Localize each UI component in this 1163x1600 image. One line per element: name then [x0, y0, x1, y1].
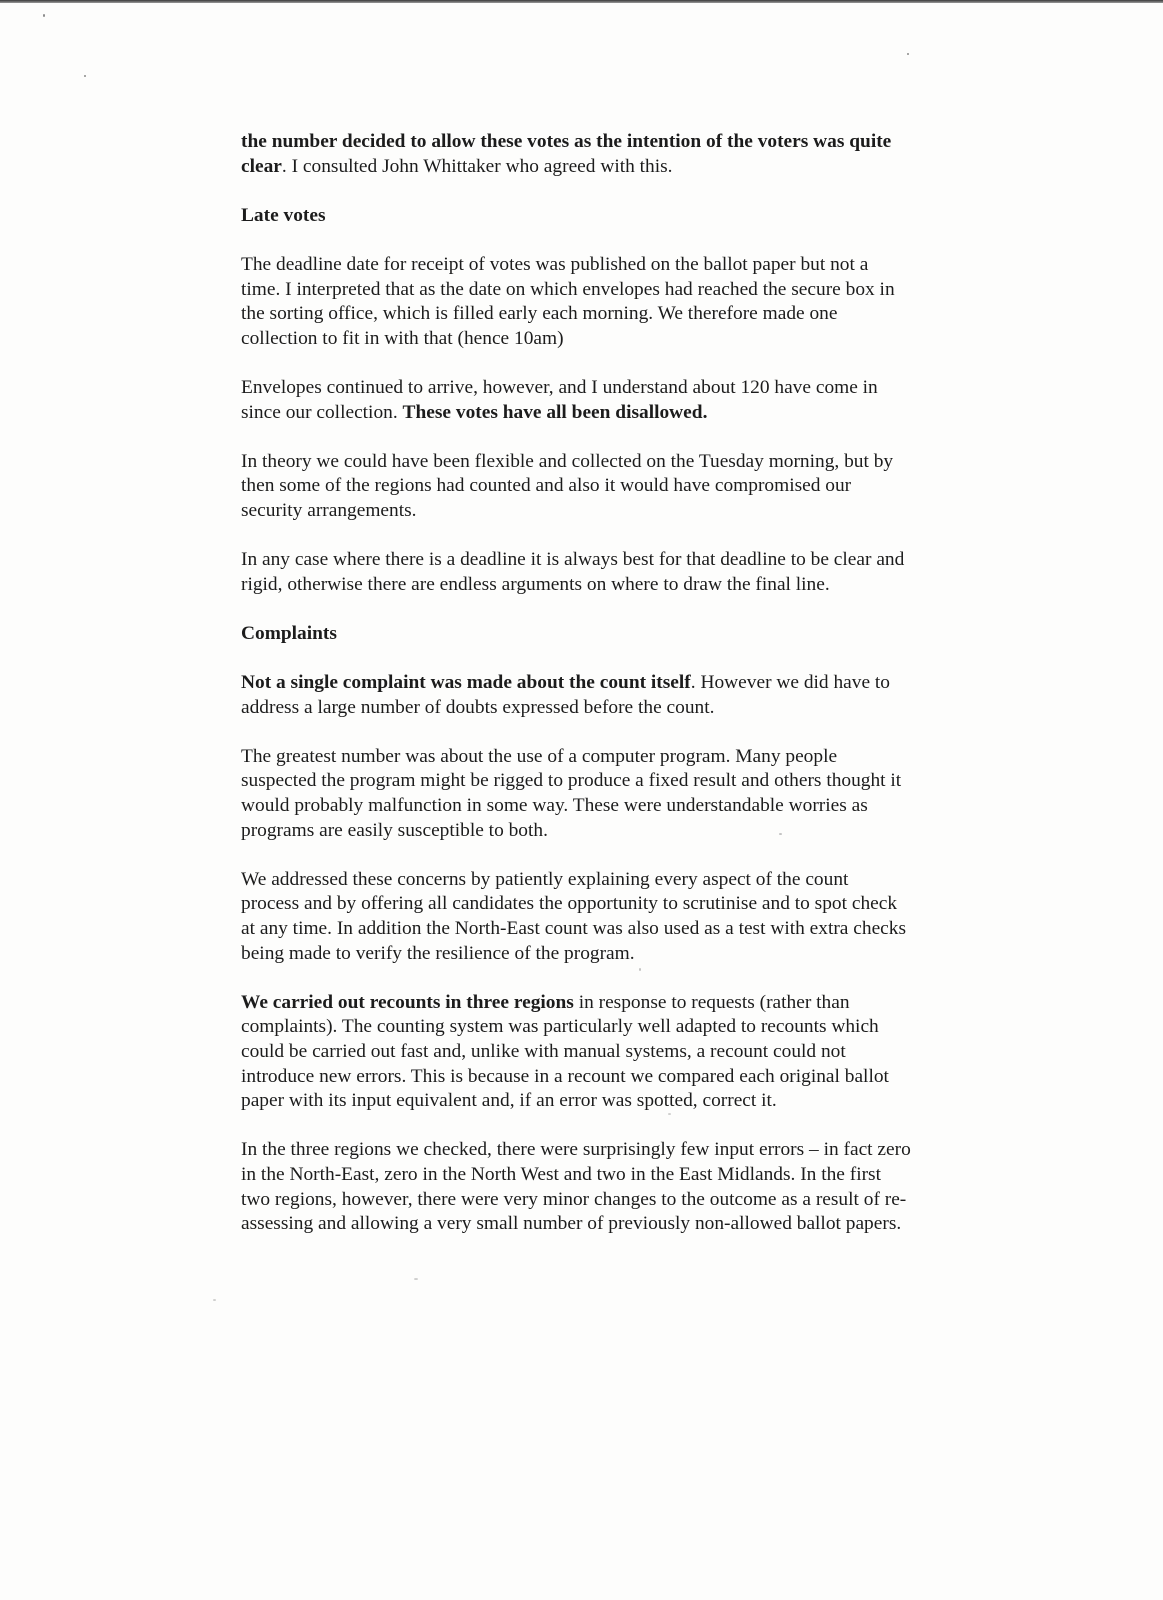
text-line: Envelopes continued to arrive, however, and I understand about 120 have come in	[241, 376, 878, 398]
text-line: introduce new errors. This is because in a recount we compared each original ballot	[241, 1065, 889, 1087]
text-line: collection to fit in with that (hence 10am)	[241, 327, 564, 349]
text-line: in the North-East, zero in the North West and two in the East Midlands. In the first	[241, 1163, 881, 1185]
scan-speck	[907, 53, 909, 55]
heading-late-votes: Late votes	[241, 204, 326, 226]
scan-speck	[43, 14, 45, 17]
scan-speck	[414, 1278, 418, 1280]
paragraph-no-complaint	[241, 671, 1001, 720]
text-run: . However we did have to	[690, 672, 890, 694]
text-run: . I consulted John Whittaker who agreed with this.	[281, 155, 673, 177]
scan-speck	[213, 1299, 216, 1301]
paragraph-input-errors	[241, 1138, 1001, 1236]
text-line: security arrangements.	[241, 499, 417, 521]
text-line	[241, 991, 1001, 1016]
paragraph-addressed-concerns	[241, 868, 1001, 966]
heading-complaints: Complaints	[241, 622, 337, 644]
bold-text: We carried out recounts in three regions	[241, 991, 574, 1013]
paragraph-allow-votes	[241, 130, 1001, 179]
text-line: at any time. In addition the North-East count was also used as a test with extra checks	[241, 918, 907, 939]
text-line: paper with its input equivalent and, if an error was spotted, correct it.	[241, 1090, 777, 1112]
text-line: The greatest number was about the use of a computer program. Many people	[241, 745, 838, 767]
paragraph-recounts	[241, 991, 1001, 1114]
text-line: being made to verify the resilience of the program.	[241, 942, 635, 964]
text-line: would probably malfunction in some way. These were understandable worries as	[241, 795, 868, 817]
scan-top-edge	[0, 0, 1163, 3]
document-body	[241, 130, 1001, 1261]
text-line: In any case where there is a deadline it is always best for that deadline to be clear and	[241, 549, 905, 571]
text-line: In theory we could have been flexible and collected on the Tuesday morning, but by	[241, 450, 894, 472]
text-line: We addressed these concerns by patiently explaining every aspect of the count	[241, 868, 849, 890]
text-line: complaints). The counting system was particularly well adapted to recounts which	[241, 1016, 879, 1038]
paragraph-computer-program	[241, 745, 1001, 843]
text-line	[241, 671, 1001, 696]
text-line	[241, 130, 1001, 155]
bold-text: These votes have all been disallowed.	[402, 401, 708, 423]
text-line: the sorting office, which is filled early each morning. We therefore made one	[241, 303, 838, 325]
text-line: The deadline date for receipt of votes was published on the ballot paper but not a	[241, 253, 869, 275]
text-line: two regions, however, there were very minor changes to the outcome as a result of re-	[241, 1188, 907, 1210]
text-line: suspected the program might be rigged to produce a fixed result and others thought it	[241, 770, 902, 792]
paragraph-deadline-rigid	[241, 548, 1001, 597]
text-run: since our collection.	[241, 401, 403, 423]
text-line	[241, 401, 1001, 426]
bold-text: the number decided to allow these votes as the intention of the voters was quite	[241, 131, 892, 152]
text-line	[241, 155, 1001, 180]
scan-speck	[84, 75, 86, 77]
text-run: in response to requests (rather than	[573, 991, 850, 1013]
text-line: could be carried out fast and, unlike with manual systems, a recount could not	[241, 1040, 846, 1062]
paragraph-envelopes	[241, 376, 1001, 425]
paragraph-flexible	[241, 450, 1001, 524]
bold-text: clear	[241, 155, 282, 177]
text-line: rigid, otherwise there are endless arguments on where to draw the final line.	[241, 573, 830, 595]
text-line: then some of the regions had counted and also it would have compromised our	[241, 475, 852, 497]
paragraph-deadline-date	[241, 253, 1001, 351]
text-line: time. I interpreted that as the date on which envelopes had reached the secure box in	[241, 278, 895, 300]
bold-text: Not a single complaint was made about the count itself	[241, 672, 691, 694]
text-line: assessing and allowing a very small number of previously non-allowed ballot papers.	[241, 1213, 902, 1235]
text-line: address a large number of doubts expressed before the count.	[241, 696, 715, 718]
text-line: process and by offering all candidates the opportunity to scrutinise and to spot check	[241, 893, 898, 915]
text-line: In the three regions we checked, there were surprisingly few input errors – in fact zero	[241, 1139, 911, 1161]
text-line: programs are easily susceptible to both.	[241, 819, 548, 841]
